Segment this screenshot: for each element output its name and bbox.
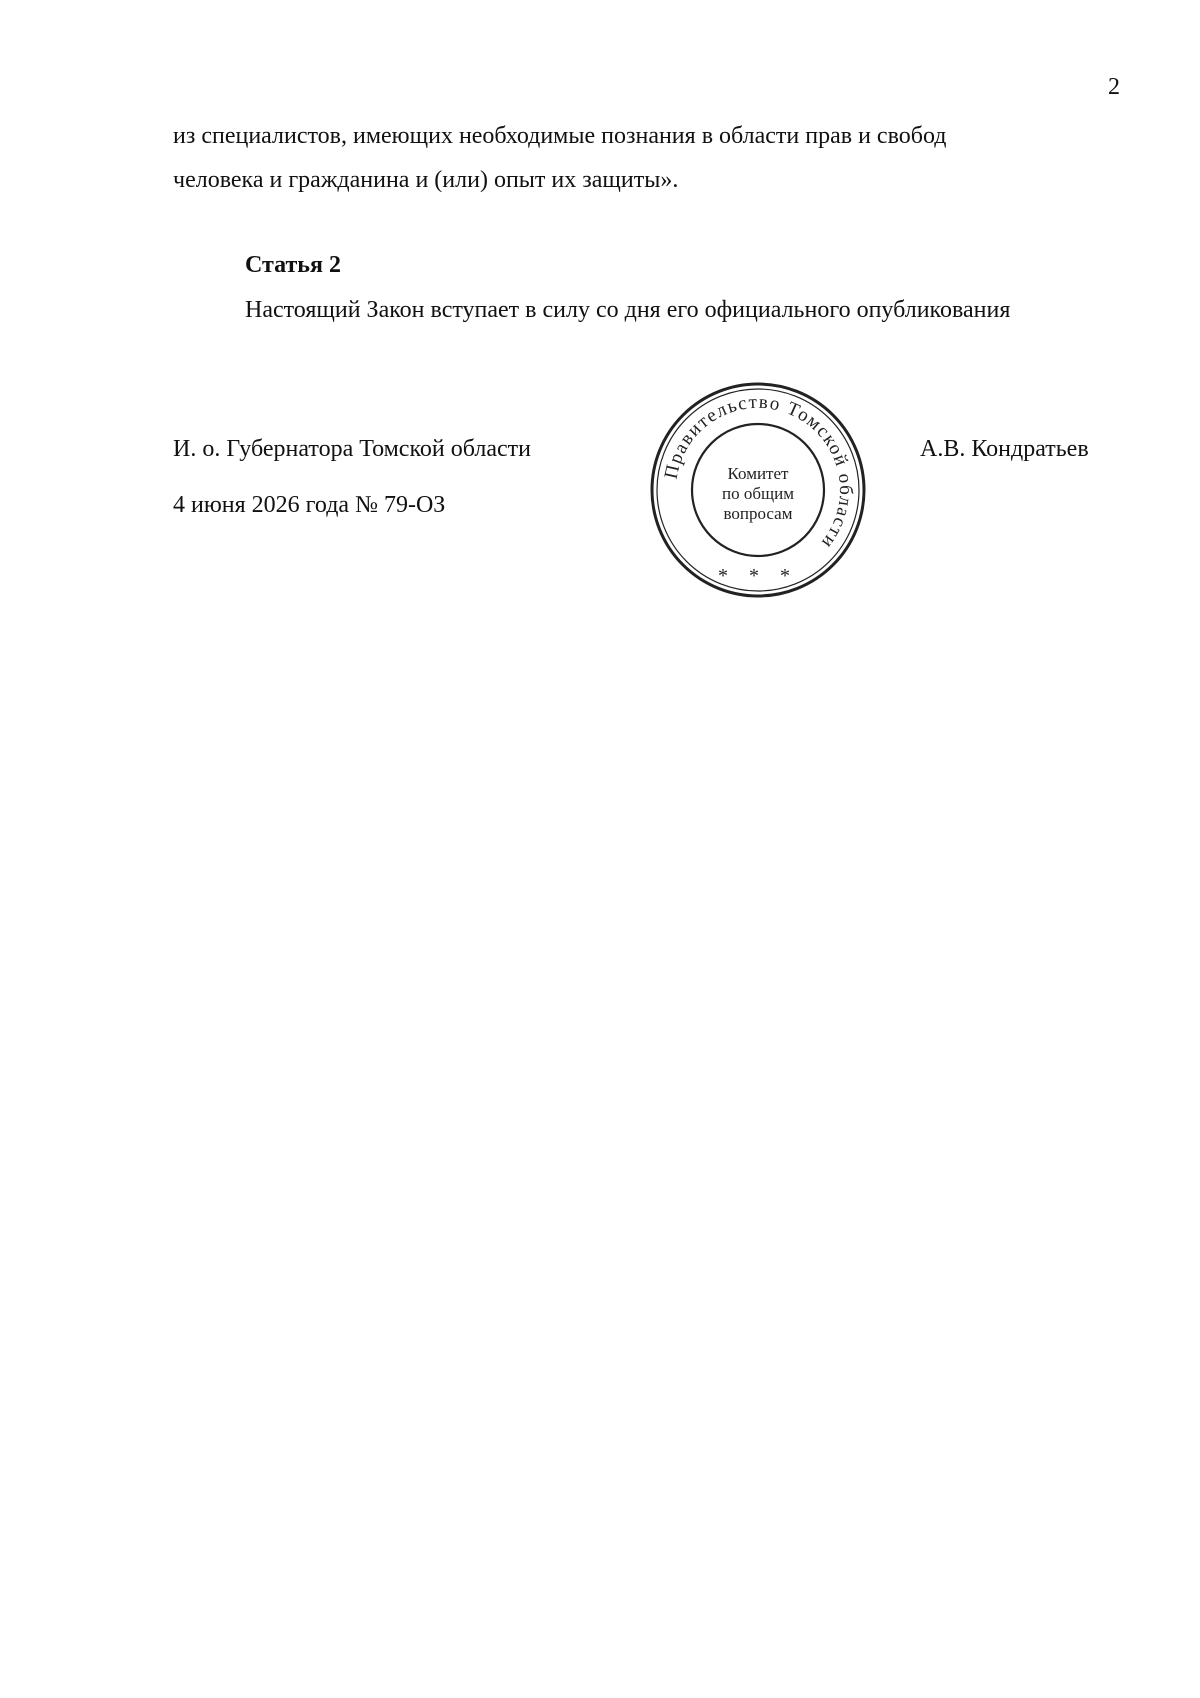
article-title: Статья 2 <box>245 252 341 278</box>
seal-outer-text: Правительство Томской области <box>660 391 857 554</box>
page-number: 2 <box>1108 74 1120 100</box>
continuation-line-2: человека и гражданина и (или) опыт их защиты». <box>173 167 679 193</box>
article-text: Настоящий Закон вступает в силу со дня его официального опубликования <box>245 297 1011 323</box>
seal-center-line-1: Комитет <box>727 464 789 483</box>
seal-center-line-3: вопросам <box>723 504 793 523</box>
signatory-position: И. о. Губернатора Томской области <box>173 436 531 462</box>
seal-center-line-2: по общим <box>722 484 794 503</box>
official-seal <box>645 377 871 603</box>
continuation-line-1: из специалистов, имеющих необходимые познания в области прав и свобод <box>173 123 947 149</box>
continuation-paragraph <box>173 114 1120 202</box>
seal-stars: * * * <box>718 565 798 587</box>
seal-graphic <box>645 377 871 603</box>
law-date-number: 4 июня 2026 года № 79-ОЗ <box>173 492 446 518</box>
signatory-name: А.В. Кондратьев <box>920 436 1089 462</box>
